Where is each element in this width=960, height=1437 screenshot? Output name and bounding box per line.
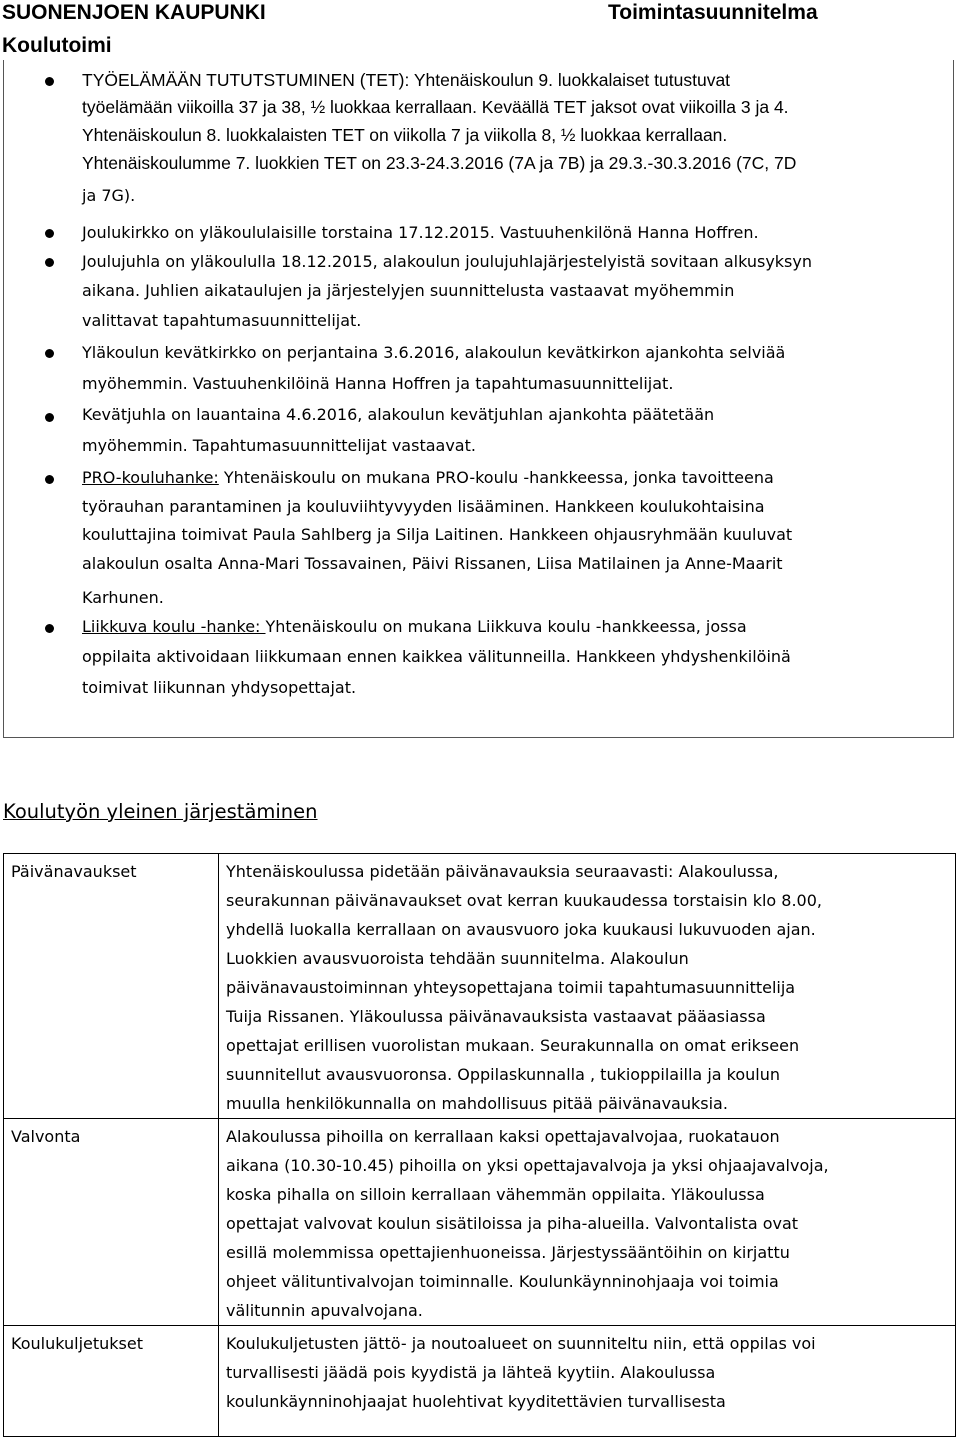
list-item-line: Yläkoulun kevätkirkko on perjantaina 3.6.2016, alakoulun kevätkirkon ajankohta selviää [82, 343, 786, 362]
project-description: Yhtenäiskoulu on mukana Liikkuva koulu -hankkeessa, jossa [265, 617, 747, 636]
row-label: Koulukuljetukset [11, 1334, 143, 1353]
row-line: turvallisesti jäädä pois kyydistä ja lähteä kyytiin. Alakoulussa [226, 1363, 716, 1382]
list-item-line [82, 617, 747, 636]
list-item-line: Karhunen. [82, 588, 164, 607]
project-name: PRO-kouluhanke: [82, 468, 219, 487]
list-item-line: Joulukirkko on yläkoululaisille torstaina 17.12.2015. Vastuuhenkilönä Hanna Hoffren. [82, 223, 759, 242]
bullet-icon [45, 349, 54, 358]
bullet-icon [45, 77, 54, 86]
list-item-line: TYÖELÄMÄÄN TUTUTSTUMINEN (TET): Yhtenäiskoulun 9. luokkalaiset tutustuvat [82, 70, 731, 90]
row-line: Tuija Rissanen. Yläkoulussa päivänavauksista vastaavat pääasiassa [226, 1007, 766, 1026]
list-item-line: Kevätjuhla on lauantaina 4.6.2016, alakoulun kevätjuhlan ajankohta päätetään [82, 405, 715, 424]
document-title: Toimintasuunnitelma [608, 1, 818, 24]
row-line: Koulukuljetusten jättö- ja noutoalueet on suunniteltu niin, että oppilas voi [226, 1334, 816, 1353]
list-item-line: työrauhan parantaminen ja kouluviihtyvyyden lisääminen. Hankkeen koulukohtaisina [82, 497, 765, 516]
bullet-icon [45, 413, 54, 422]
department-name: Koulutoimi [2, 34, 112, 57]
list-item-line: kouluttajina toimivat Paula Sahlberg ja Silja Laitinen. Hankkeen ohjausryhmään kuuluvat [82, 525, 793, 544]
list-item-line: toimivat liikunnan yhdysopettajat. [82, 678, 357, 697]
row-line: Alakoulussa pihoilla on kerrallaan kaksi opettajavalvojaa, ruokatauon [226, 1127, 780, 1146]
row-content-cell [219, 1119, 956, 1326]
list-item-line: Joulujuhla on yläkoululla 18.12.2015, alakoulun joulujuhlajärjestelyistä sovitaan alkusyksyn [82, 252, 812, 271]
row-label: Valvonta [11, 1127, 81, 1146]
table-row [4, 1119, 956, 1326]
bullet-icon [45, 624, 54, 633]
row-line: suunnitellut avausvuoronsa. Oppilaskunnalla , tukioppilailla ja koulun [226, 1065, 780, 1084]
row-line: ohjeet välituntivalvojan toiminnalle. Koulunkäynninohjaaja voi toimia [226, 1272, 779, 1291]
row-line: yhdellä luokalla kerrallaan on avausvuoro joka kuukausi lukuvuoden ajan. [226, 920, 816, 939]
row-line: koska pihalla on silloin kerrallaan vähemmän oppilaita. Yläkoulussa [226, 1185, 765, 1204]
table-row [4, 854, 956, 1119]
row-label-cell [4, 1326, 219, 1437]
row-content-cell [219, 854, 956, 1119]
row-line: muulla henkilökunnalla on mahdollisuus pitää päivänavauksia. [226, 1094, 728, 1113]
row-label-cell [4, 1119, 219, 1326]
bullet-icon [45, 475, 54, 484]
list-item-line: työelämään viikoilla 37 ja 38, ½ luokkaa kerrallaan. Keväällä TET jaksot ovat viikoilla 3 ja 4. [82, 97, 789, 117]
row-line: päivänavaustoiminnan yhteysopettajana toimii tapahtumasuunnittelija [226, 978, 796, 997]
list-item-line: Yhtenäiskoulun 8. luokkalaisten TET on viikolla 7 ja viikolla 8, ½ luokkaa kerrallaan. [82, 125, 728, 145]
row-line: Yhtenäiskoulussa pidetään päivänavauksia seuraavasti: Alakoulussa, [226, 862, 779, 881]
row-label: Päivänavaukset [11, 862, 137, 881]
list-item-line [82, 468, 774, 487]
row-content-cell [219, 1326, 956, 1437]
list-item-line: valittavat tapahtumasuunnittelijat. [82, 311, 362, 330]
organization-name: SUONENJOEN KAUPUNKI [2, 1, 266, 24]
row-line: aikana (10.30-10.45) pihoilla on yksi opettajavalvoja ja yksi ohjaajavalvoja, [226, 1156, 829, 1175]
table-row [4, 1326, 956, 1437]
section-heading: Koulutyön yleinen järjestäminen [3, 800, 318, 823]
list-item-line: myöhemmin. Tapahtumasuunnittelijat vastaavat. [82, 436, 476, 455]
row-label-cell [4, 854, 219, 1119]
project-description: Yhtenäiskoulu on mukana PRO-koulu -hankkeessa, jonka tavoitteena [218, 468, 774, 487]
row-line: seurakunnan päivänavaukset ovat kerran kuukaudessa torstaisin klo 8.00, [226, 891, 822, 910]
row-line: koulunkäynninohjaajat huolehtivat kyyditettävien turvallisesta [226, 1392, 726, 1411]
project-name: Liikkuva koulu -hanke: [82, 617, 266, 636]
bullet-icon [45, 258, 54, 267]
list-item-line: ja 7G). [82, 186, 136, 205]
list-item-line: alakoulun osalta Anna-Mari Tossavainen, Päivi Rissanen, Liisa Matilainen ja Anne-Maarit [82, 554, 783, 573]
row-line: Luokkien avausvuoroista tehdään suunnitelma. Alakoulun [226, 949, 689, 968]
list-item-line: aikana. Juhlien aikataulujen ja järjestelyjen suunnittelusta vastaavat myöhemmin [82, 281, 735, 300]
list-item-line: oppilaita aktivoidaan liikkumaan ennen kaikkea välitunneilla. Hankkeen yhdyshenkilöinä [82, 647, 791, 666]
list-item-line: myöhemmin. Vastuuhenkilöinä Hanna Hoffren ja tapahtumasuunnittelijat. [82, 374, 674, 393]
arrangements-table [3, 853, 956, 1437]
row-line: opettajat erillisen vuorolistan mukaan. Seurakunnalla on omat erikseen [226, 1036, 800, 1055]
bullet-icon [45, 229, 54, 238]
row-line: välitunnin apuvalvojana. [226, 1301, 423, 1320]
row-line: opettajat valvovat koulun sisätiloissa ja piha-alueilla. Valvontalista ovat [226, 1214, 799, 1233]
row-line: esillä molemmissa opettajienhuoneissa. Järjestyssääntöihin on kirjattu [226, 1243, 790, 1262]
list-item-line: Yhtenäiskoulumme 7. luokkien TET on 23.3-24.3.2016 (7A ja 7B) ja 29.3.-30.3.2016 (7C, 7D [82, 153, 797, 173]
